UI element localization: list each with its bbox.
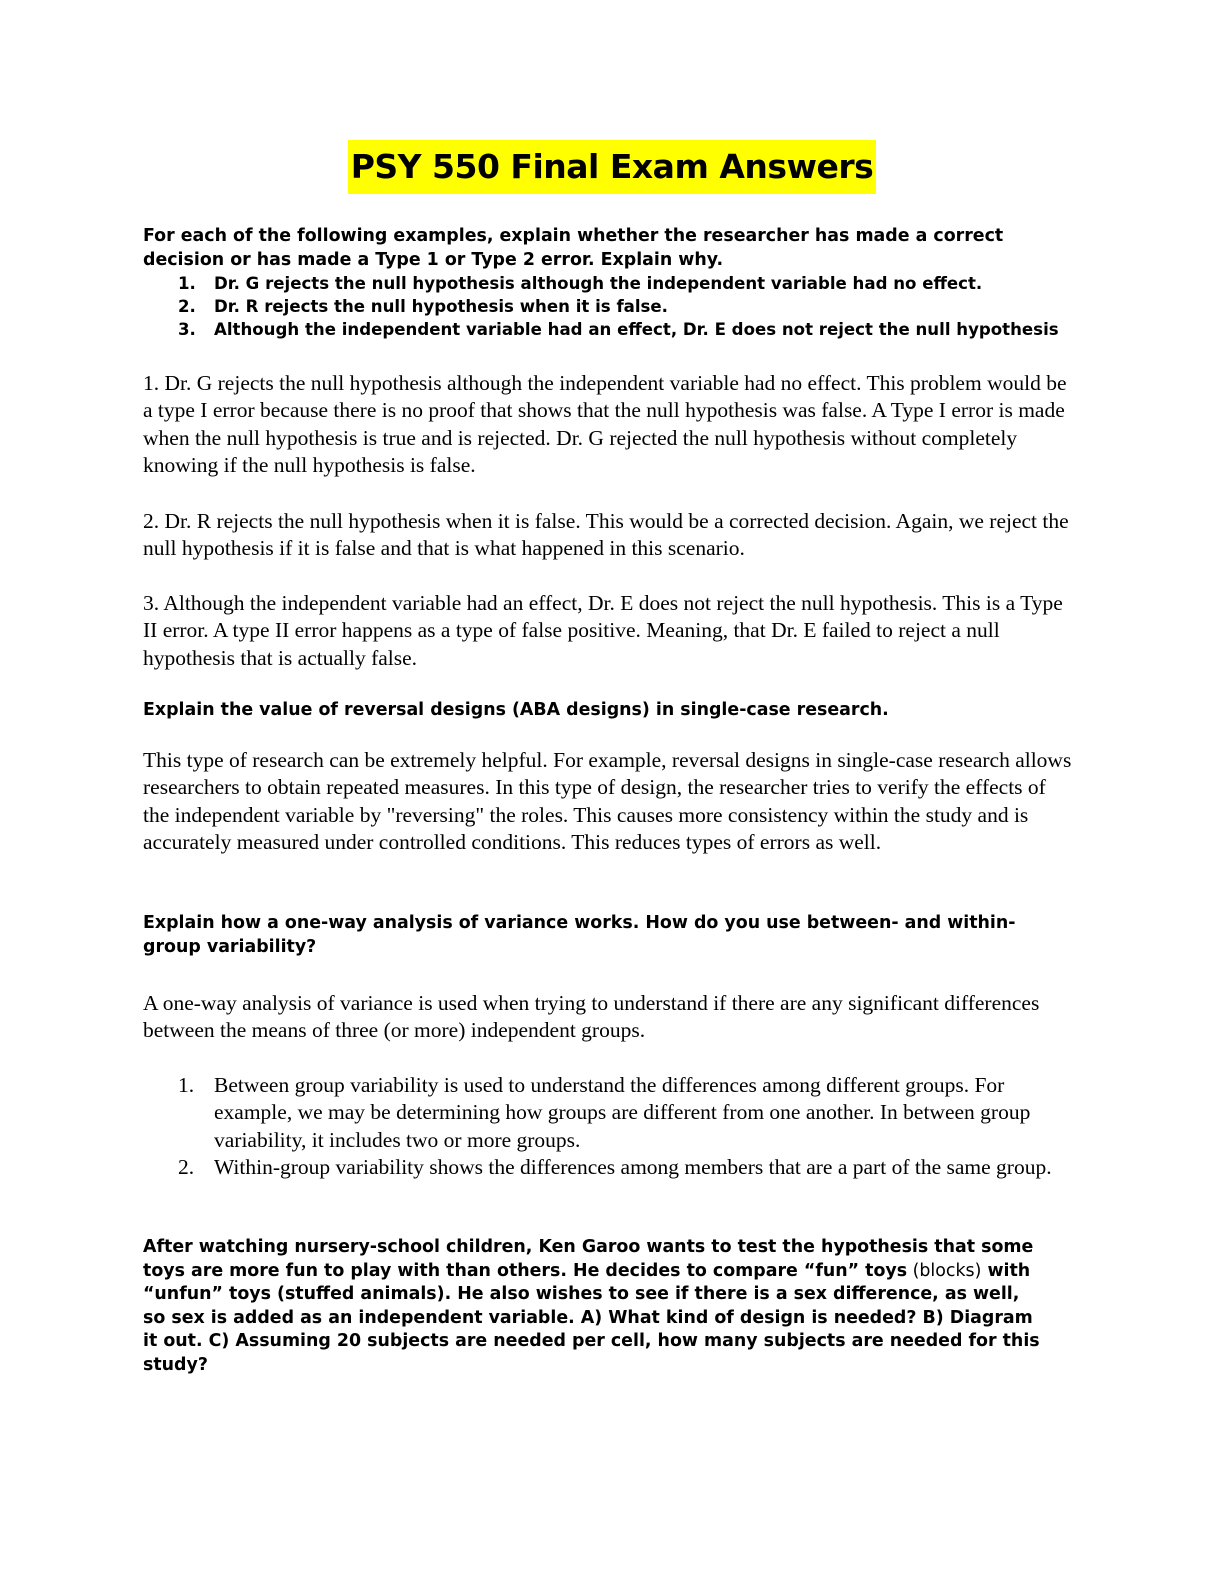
list-item-text: Dr. R rejects the null hypothesis when it is false. (214, 297, 668, 316)
list-item (143, 318, 1083, 341)
list-item (143, 272, 1083, 295)
list-item (143, 1154, 1073, 1181)
answer-anova-list (143, 1072, 1073, 1182)
question-text-part1: After watching nursery-school children, Ken Garoo wants to test the hypothesis that some toys are more fun to play with than others. He decides to compare “fun” toys (143, 1237, 1034, 1281)
answer-reversal-designs: This type of research can be extremely helpful. For example, reversal designs in single-case research allows researchers to obtain repeated measures. In this type of design, the researcher tries to verify the effects of the independent variable by "reversing" the roles. This causes more consistency within the study and is accurately measured under controlled conditions. This reduces types of errors as well. (143, 748, 1072, 855)
question-text-part2: with “unfun” toys (stuffed animals). He also wishes to see if there is a sex difference, as well, so sex is added as an independent variable. A) What kind of design is needed? B) Diagram it out. C) Assuming 20 subjects are needed per cell, how many subjects are needed for this study? (143, 1260, 1040, 1375)
list-item (143, 1072, 1073, 1154)
answer-anova: A one-way analysis of variance is used when trying to understand if there are any significant differences between the means of three (or more) independent groups. (143, 991, 1040, 1043)
list-item-text: Dr. G rejects the null hypothesis although the independent variable had no effect. (214, 274, 983, 293)
page-title: PSY 550 Final Exam Answers (348, 140, 877, 194)
answer-paragraph-1: 1. Dr. G rejects the null hypothesis although the independent variable had no effect. This problem would be a type I error because there is no proof that shows that the null hypothesis was false. A Type I error is made when the null hypothesis is true and is rejected. Dr. G rejected the null hypothesis without completely knowing if the null hypothesis is false. (143, 371, 1067, 478)
answer-paragraph-3: 3. Although the independent variable had an effect, Dr. E does not reject the null hypothesis. This is a Type II error. A type II error happens as a type of false positive. Meaning, that Dr. E failed to reject a null hypothesis that is actually false. (143, 591, 1063, 670)
question-text-regular: (blocks) (907, 1260, 982, 1281)
list-number: 2. (178, 1155, 195, 1180)
answer-paragraph-2: 2. Dr. R rejects the null hypothesis when it is false. This would be a corrected decision. Again, we reject the null hypothesis if it is false and that is what happened in this scenario. (143, 509, 1069, 561)
list-item (143, 295, 1083, 318)
list-item-text: Between group variability is used to understand the differences among different groups. For example, we may be determining how groups are different from one another. In between group variability, it includes two or more groups. (214, 1073, 1031, 1152)
question-examples-list (143, 272, 1083, 341)
question-toys-design (143, 1236, 1043, 1377)
list-number: 1. (178, 274, 196, 293)
question-reversal-designs: Explain the value of reversal designs (ABA designs) in single-case research. (143, 700, 889, 720)
list-number: 1. (178, 1073, 195, 1097)
title-container (0, 140, 1224, 194)
list-number: 3. (178, 320, 196, 339)
list-item-text: Although the independent variable had an effect, Dr. E does not reject the null hypothesis (214, 320, 1059, 339)
question-anova: Explain how a one-way analysis of variance works. How do you use between- and within-group variability? (143, 913, 1016, 957)
list-number: 2. (178, 297, 196, 316)
list-item-text: Within-group variability shows the differences among members that are a part of the same group. (214, 1155, 1052, 1180)
question-type-errors: For each of the following examples, explain whether the researcher has made a correct decision or has made a Type 1 or Type 2 error. Explain why. (143, 226, 1004, 270)
